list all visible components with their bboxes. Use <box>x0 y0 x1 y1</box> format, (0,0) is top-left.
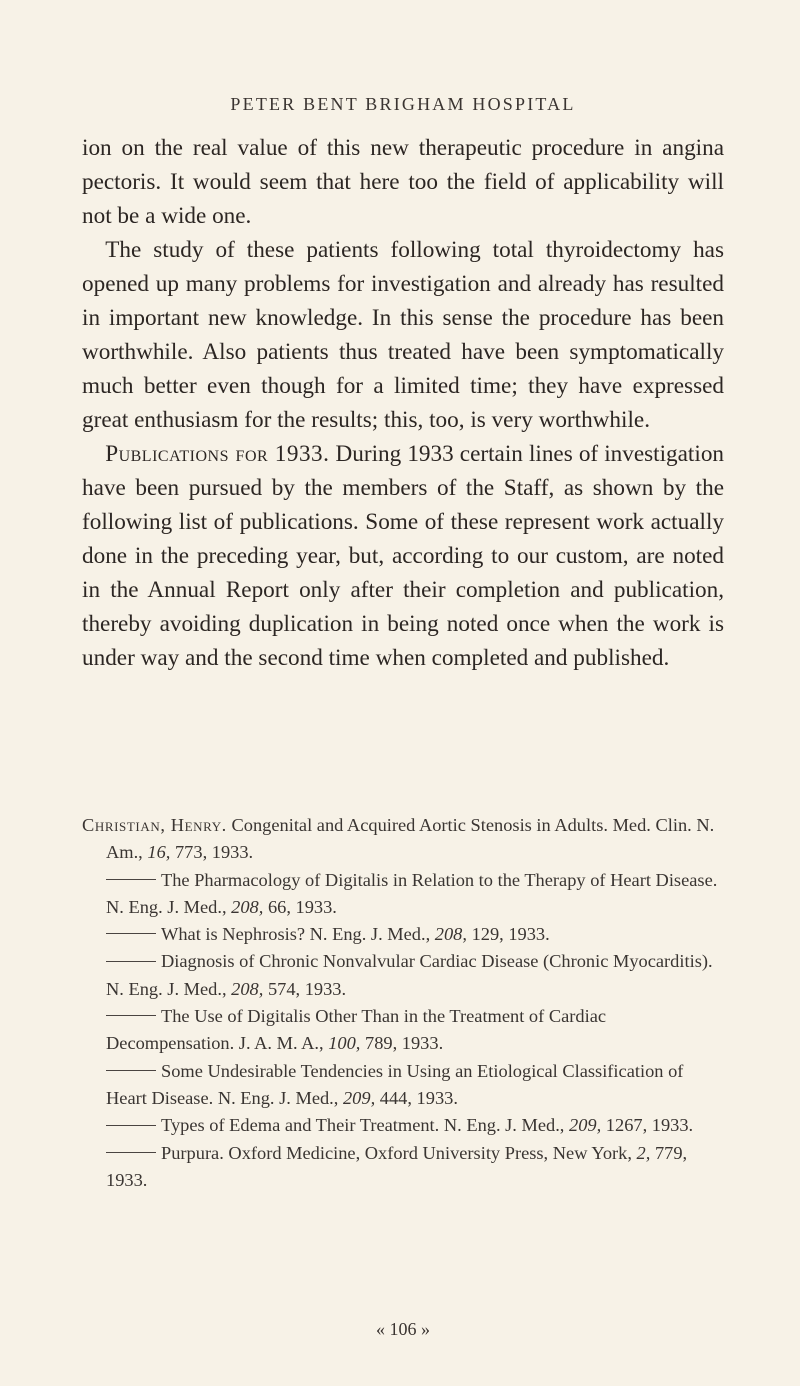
paragraph-3-text: During 1933 certain lines of investigation have been pursued by the members of the Staff, as shown by the following list of publications. Some of these represent work actually done in the preceding year, but, according to our custom, are noted in the Annual Report only after their completion and publication, thereby avoiding duplication in being noted once when the work is under way and the second time when completed and published. <box>82 441 725 671</box>
reference-text: What is Nephrosis? N. Eng. J. Med., <box>161 924 435 945</box>
ditto-dash <box>106 1125 156 1126</box>
reference-volume: 208, <box>434 924 467 945</box>
running-head: PETER BENT BRIGHAM HOSPITAL <box>230 94 576 114</box>
reference-volume: 16, <box>147 842 171 863</box>
reference-text: Types of Edema and Their Treatment. N. Eng. J. Med., <box>161 1115 570 1136</box>
ditto-dash <box>106 933 156 934</box>
reference-volume: 100, <box>328 1033 361 1054</box>
reference-tail: 1267, 1933. <box>601 1115 694 1136</box>
reference-tail: 444, 1933. <box>375 1087 458 1108</box>
paragraph-3 <box>82 437 724 675</box>
publication-list <box>82 812 724 1194</box>
reference-author: Christian, Henry. <box>82 815 227 835</box>
reference-volume: 2, <box>636 1142 651 1163</box>
reference-text: Diagnosis of Chronic Nonvalvular Cardiac Disease (Chronic Myocarditis). N. Eng. J. Med., <box>106 951 713 999</box>
reference-text: Purpura. Oxford Medicine, Oxford University Press, New York, <box>161 1142 637 1163</box>
reference-volume: 209, <box>569 1115 602 1136</box>
reference-tail: 789, 1933. <box>360 1033 444 1054</box>
reference-item <box>82 812 724 867</box>
page-number: « 106 » <box>376 1319 430 1339</box>
ditto-dash <box>106 961 156 962</box>
reference-item <box>82 1058 724 1113</box>
reference-item <box>82 1003 724 1058</box>
reference-tail: 129, 1933. <box>466 924 550 945</box>
reference-text: Some Undesirable Tendencies in Using an Etiological Classification of Heart Disease. N. Eng. J. Med., <box>106 1060 684 1108</box>
ditto-dash <box>106 1152 156 1153</box>
reference-tail: 773, 1933. <box>170 842 254 863</box>
reference-item <box>82 948 724 1003</box>
reference-item <box>82 1140 724 1195</box>
reference-volume: 208, <box>231 978 264 999</box>
reference-volume: 209, <box>342 1087 376 1108</box>
reference-item <box>82 867 724 922</box>
reference-tail: 779, 1933. <box>106 1142 688 1190</box>
reference-tail: 574, 1933. <box>263 978 347 999</box>
section-heading-publications: Publications for 1933. <box>105 441 330 467</box>
paragraph-2 <box>82 233 724 437</box>
reference-text: The Pharmacology of Digitalis in Relation to the Therapy of Heart Disease. N. Eng. J. Med., <box>106 869 718 917</box>
reference-text: Congenital and Acquired Aortic Stenosis in Adults. Med. Clin. N. Am., <box>106 815 715 863</box>
ditto-dash <box>106 1015 156 1016</box>
reference-volume: 208, <box>231 896 264 917</box>
body-text <box>82 131 724 675</box>
paragraph-2-text: The study of these patients following total thyroidectomy has opened up many problems for investigation and already has resulted in important new knowledge. In this sense the procedure has been worthwhile. Also patients thus treated have been symptomatically much better even though for a limited time; they have expressed great enthusiasm for the results; this, too, is very worthwhile. <box>82 237 724 433</box>
paragraph-1: ion on the real value of this new therapeutic procedure in angina pectoris. It would seem that here too the field of applicability will not be a wide one. <box>82 135 724 229</box>
reference-item <box>82 1112 724 1139</box>
ditto-dash <box>106 879 156 880</box>
reference-text: The Use of Digitalis Other Than in the Treatment of Cardiac Decompensation. J. A. M. A., <box>106 1006 607 1054</box>
ditto-dash <box>106 1070 156 1071</box>
reference-tail: 66, 1933. <box>263 896 337 917</box>
reference-item <box>82 921 724 948</box>
